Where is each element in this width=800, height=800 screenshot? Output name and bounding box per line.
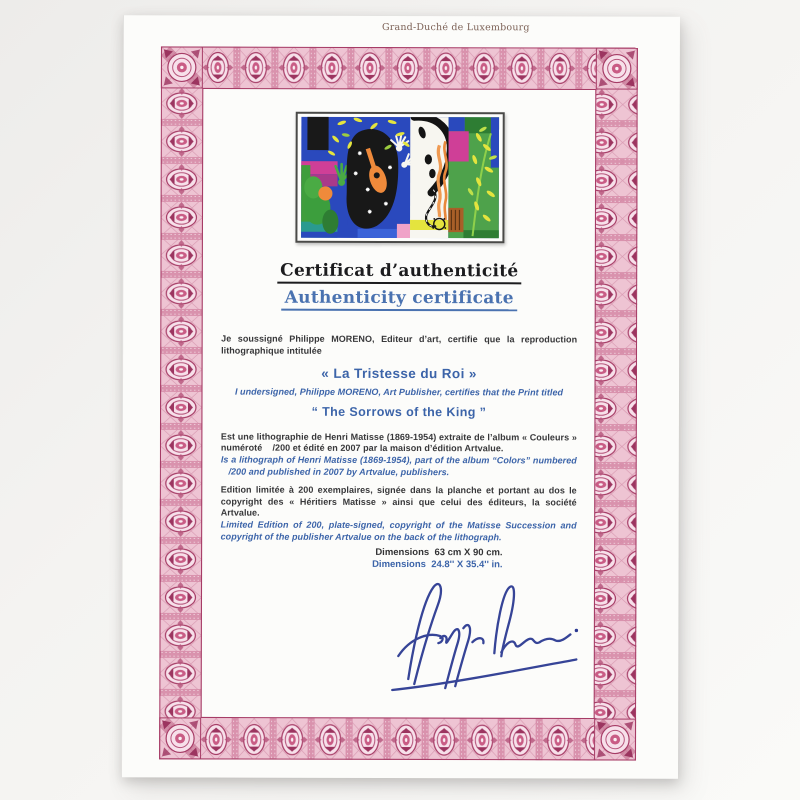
certificate-paper — [122, 15, 680, 778]
certificate-title-fr — [203, 261, 595, 284]
certificate-content — [203, 87, 596, 570]
dimensions-metric: Dimensions 63 cm X 90 cm. — [375, 547, 503, 559]
copyright-paragraph-en: Limited Edition of 200, plate-signed, copyright of the Matisse Succession and copyright of the publisher Artvalue on the back of the lithograph. — [220, 519, 577, 542]
work-title-fr: « La Tristesse du Roi » — [321, 365, 477, 382]
certificate-title-en-text: Authenticity certificate — [282, 289, 517, 312]
matisse-artwork-image — [300, 117, 499, 239]
dimensions-imperial: Dimensions 24.8'' X 35.4'' in. — [372, 558, 503, 570]
dimensions-block — [203, 547, 595, 571]
intro-paragraph-en: I undersigned, Philippe MORENO, Art Publisher, certifies that the Print titled — [234, 386, 564, 398]
copyright-paragraph-fr: Edition limitée à 200 exemplaires, signée dans la planche et portant au dos le copyright des « Héritiers Matisse » ainsi que celui des éditeurs, la société Artvalue. — [220, 484, 577, 518]
edition-paragraph-en: Is a lithograph of Henri Matisse (1869-1954), part of the album “Colors” numbered /200 and published in 2007 by Artvalue, publishers. — [220, 454, 577, 477]
certificate-title-fr-text: Certificat d’authenticité — [277, 262, 521, 285]
certificate-title-en — [203, 288, 595, 311]
intro-paragraph-fr: Je soussigné Philippe MORENO, Editeur d’art, certifie que la reproduction lithographique intitulée — [221, 333, 578, 356]
country-label: Grand-Duché de Luxembourg — [381, 21, 530, 34]
artwork-frame — [295, 112, 504, 244]
work-title-en: “ The Sorrows of the King ” — [311, 404, 487, 420]
edition-paragraph-fr: Est une lithographie de Henri Matisse (1869-1954) extraite de l’album « Couleurs » numéroté /200 et édité en 2007 par la maison d’édition Artvalue. — [220, 431, 577, 454]
publisher-signature — [378, 576, 586, 695]
